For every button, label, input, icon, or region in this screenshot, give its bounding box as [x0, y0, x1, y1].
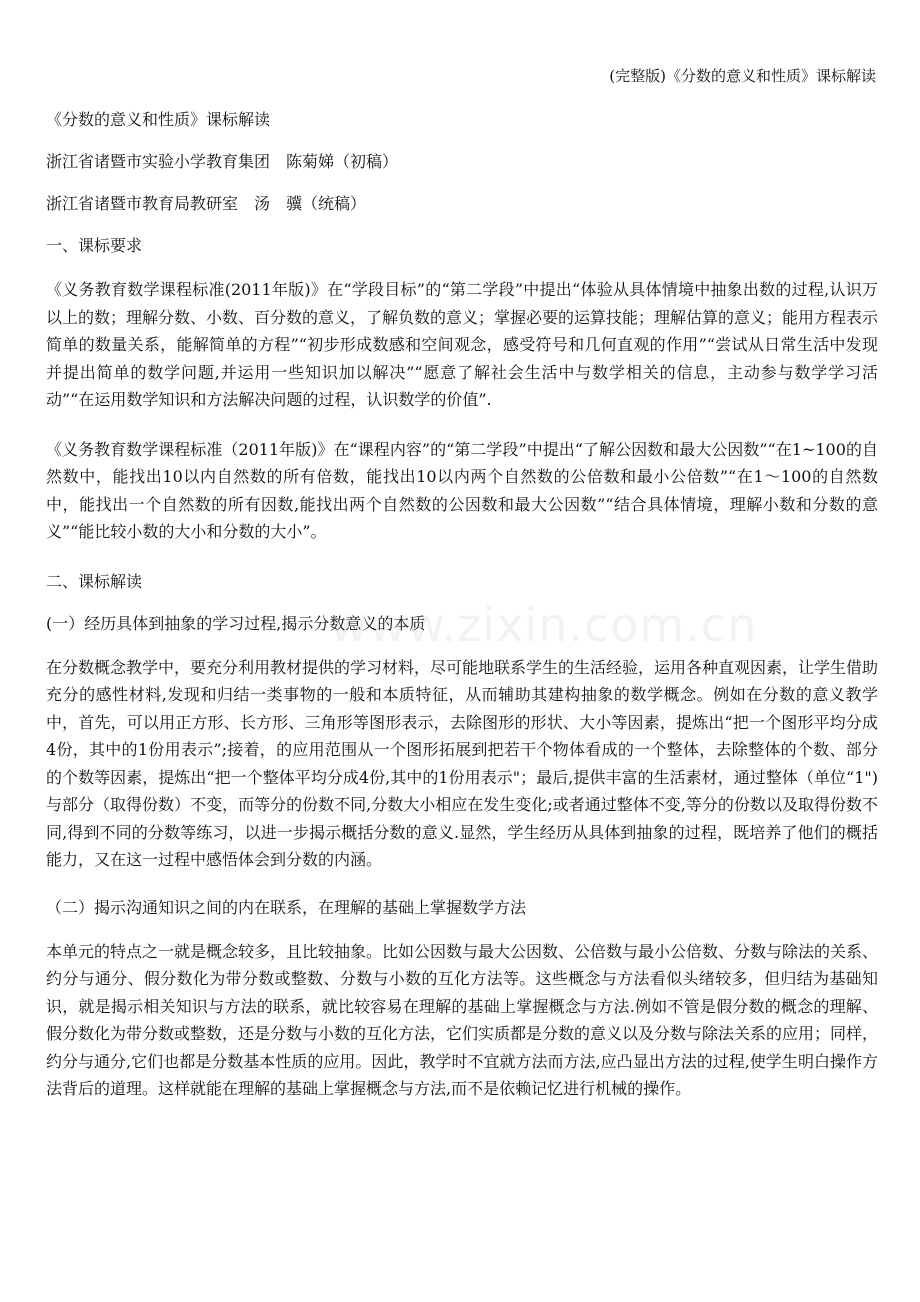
watermark: www.zixin.com.cn: [330, 598, 758, 652]
subsection-2-heading: （二）揭示沟通知识之间的内在联系，在理解的基础上掌握数学方法: [46, 897, 527, 917]
document-body: [46, 106, 878, 1103]
subsection-1-heading: (一）经历具体到抽象的学习过程,揭示分数意义的本质: [46, 613, 426, 633]
section-2-heading: 二、课标解读: [46, 571, 143, 591]
author-line-2: 浙江省诸暨市教育局教研室 汤 骥（统稿）: [46, 194, 367, 213]
document-title: 《分数的意义和性质》课标解读: [46, 110, 271, 129]
author-line-1: 浙江省诸暨市实验小学教育集团 陈菊娣（初稿）: [46, 152, 399, 171]
paragraph-1: 《义务教育数学课程标准(2011年版)》在“学段目标”的“第二学段”中提出“体验从具体情境中抽象出数的过程,认识万以上的数；理解分数、小数、百分数的意义，了解负数的意义；掌握必要的运算技能；理解估算的意义；能用方程表示简单的数量关系，能解简单的方程”“初步形成数感和空间观念，感受符号和几何直观的作用”“尝试从日常生活中发现并提出简单的数学问题,并运用一些知识加以解决”“愿意了解社会生活中与数学相关的信息，主动参与数学学习活动”“在运用数学知识和方法解决问题的过程，认识数学的价值”.: [46, 280, 879, 409]
paragraph-4: 本单元的特点之一就是概念较多，且比较抽象。比如公因数与最大公因数、公倍数与最小公倍数、分数与除法的关系、约分与通分、假分数化为带分数或整数、分数与小数的互化方法等。这些概念与方法看似头绪较多，但归结为基础知识，就是揭示相关知识与方法的联系，就比较容易在理解的基础上掌握概念与方法.例如不管是假分数的概念的理解、假分数化为带分数或整数，还是分数与小数的互化方法，它们实质都是分数的意义以及分数与除法关系的应用；同样，约分与通分,它们也都是分数基本性质的应用。因此，教学时不宜就方法而方法,应凸显出方法的过程,使学生明白操作方法背后的道理。这样就能在理解的基础上掌握概念与方法,而不是依赖记忆进行机械的操作。: [46, 941, 879, 1098]
paragraph-2: 《义务教育数学课程标准（2011年版)》在“课程内容”的“第二学段”中提出“了解公因数和最大公因数”“在1~100的自然数中，能找出10以内自然数的所有倍数，能找出10以内两个自然数的公倍数和最小公倍数”“在1～100的自然数中，能找出一个自然数的所有因数,能找出两个自然数的公因数和最大公因数”“结合具体情境，理解小数和分数的意义”“能比较小数的大小和分数的大小”。: [46, 439, 878, 541]
section-1-heading: 一、课标要求: [46, 236, 143, 255]
running-header: (完整版)《分数的意义和性质》课标解读: [609, 67, 876, 85]
paragraph-3: 在分数概念教学中，要充分利用教材提供的学习材料，尽可能地联系学生的生活经验，运用各种直观因素，让学生借助充分的感性材料,发现和归结一类事物的一般和本质特征，从而辅助其建构抽象的数学概念。例如在分数的意义教学中，首先，可以用正方形、长方形、三角形等图形表示，去除图形的形状、大小等因素，提炼出“把一个图形平均分成4份，其中的1份用表示”;接着，的应用范围从一个图形拓展到把若干个物体看成的一个整体，去除整体的个数、部分的个数等因素，提炼出“把一个整体平均分成4份,其中的1份用表示"；最后,提供丰富的生活素材，通过整体（单位“1")与部分（取得份数）不变，而等分的份数不同,分数大小相应在发生变化;或者通过整体不变,等分的份数以及取得份数不同,得到不同的分数等练习，以进一步揭示概括分数的意义.显然，学生经历从具体到抽象的过程，既培养了他们的概括能力，又在这一过程中感悟体会到分数的内涵。: [46, 657, 879, 869]
